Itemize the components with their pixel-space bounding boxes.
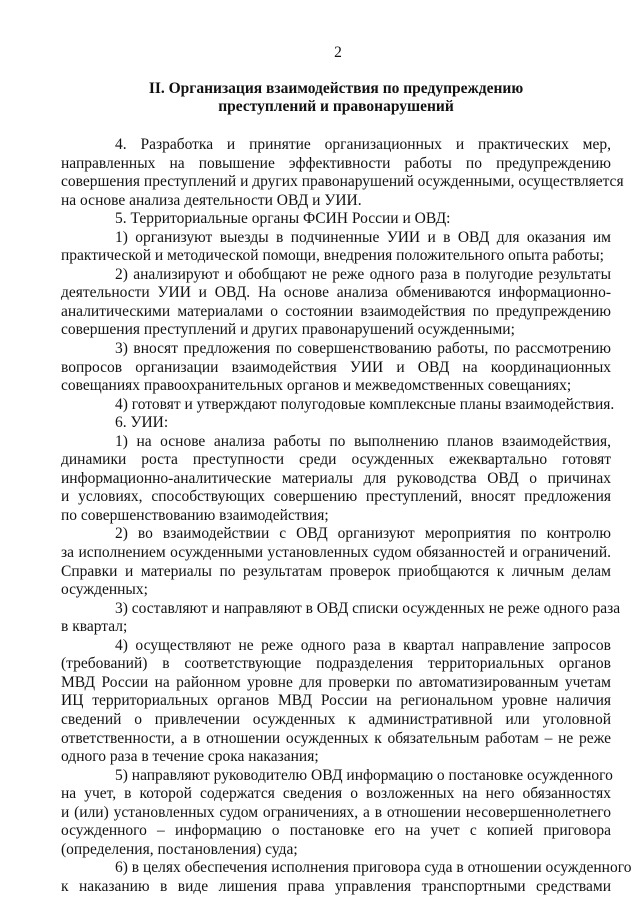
paragraph-line: 5. Территориальные органы ФСИН России и ОВД:: [115, 210, 451, 228]
paragraph: [61, 136, 624, 210]
paragraph-line: деятельности УИИ и ОВД. На основе анализа обмениваются информационно-: [61, 284, 611, 302]
paragraph-line: практической и методической помощи, внедрения положительного опыта работы;: [61, 247, 604, 265]
paragraph-line: ответственности, а в отношении осужденных к обязательным работам – не реже: [61, 729, 611, 747]
section-title-line: преступлений и правонарушений: [218, 98, 454, 115]
paragraph-line: 3) составляют и направляют в ОВД списки осужденных не реже одного раза: [115, 599, 621, 617]
paragraph-line: динамики роста преступности среди осужденных ежеквартально готовят: [61, 451, 611, 469]
paragraph: [61, 266, 611, 340]
paragraph: [61, 767, 611, 860]
paragraph: [61, 859, 632, 896]
paragraph-line: совершения преступлений и других правонарушений осужденными, осуществляется: [61, 173, 624, 191]
paragraph-line: на основе анализа деятельности ОВД и УИИ.: [61, 191, 362, 209]
paragraph-line: сведений о привлечении осужденных к административной или уголовной: [61, 710, 611, 728]
paragraph-line: в квартал;: [61, 618, 128, 636]
paragraph-line: аналитическими материалами о состоянии взаимодействия по предупреждению: [61, 302, 611, 320]
paragraph-line: за исполнением осужденными установленных судом обязанностей и ограничений.: [61, 544, 611, 562]
paragraph-line: 1) на основе анализа работы по выполнению планов взаимодействия,: [115, 432, 611, 450]
paragraph: [61, 210, 611, 229]
paragraph: [61, 340, 611, 396]
paragraph-line: на учет, в которой содержатся сведения о возложенных на него обязанностях: [61, 785, 611, 803]
paragraph-line: к наказанию в виде лишения права управления транспортными средствами: [61, 877, 611, 895]
paragraph: [61, 414, 611, 433]
paragraph-line: осужденных;: [61, 581, 148, 599]
paragraph-line: и (или) установленных судом ограничениях, а в отношении несовершеннолетнего: [61, 803, 611, 821]
paragraph: [61, 433, 611, 526]
paragraph-line: осужденного – информацию о постановке его на учет с копией приговора: [61, 822, 611, 840]
page-number: 2: [334, 44, 342, 61]
paragraph-line: информационно-аналитические материалы для руководства ОВД о причинах: [61, 469, 611, 487]
paragraph-line: направленных на повышение эффективности работы по предупреждению: [61, 154, 611, 172]
section-title: [60, 80, 612, 116]
paragraph: [61, 637, 611, 767]
paragraph-line: 6) в целях обеспечения исполнения приговора суда в отношении осужденного: [115, 859, 632, 877]
paragraph-line: 5) направляют руководителю ОВД информацию о постановке осужденного: [115, 766, 613, 784]
paragraph-line: одного раза в течение срока наказания;: [61, 748, 319, 766]
paragraph-line: 6. УИИ:: [115, 414, 169, 432]
paragraph-line: и условиях, способствующих совершению преступлений, вносят предложения: [61, 488, 611, 506]
paragraph: [61, 599, 621, 637]
paragraph-line: 2) во взаимодействии с ОВД организуют мероприятия по контролю: [115, 525, 611, 543]
paragraph-line: 2) анализируют и обобщают не реже одного раза в полугодие результаты: [115, 265, 611, 283]
paragraph-line: 1) организуют выезды в подчиненные УИИ и в ОВД для оказания им: [115, 228, 611, 246]
paragraph-line: (требований) в соответствующие подразделения территориальных органов: [61, 655, 611, 673]
paragraph: [61, 525, 611, 599]
paragraph: [61, 395, 615, 415]
paragraph-line: (определения, постановления) суда;: [61, 840, 298, 858]
paragraph-line: 4. Разработка и принятие организационных и практических мер,: [115, 136, 611, 153]
paragraph-line: Справки и материалы по результатам проверок приобщаются к личным делам: [61, 562, 611, 580]
paragraph-line: ИЦ территориальных органов МВД России на региональном уровне наличия: [61, 692, 611, 710]
section-title-line: II. Организация взаимодействия по предупреждению: [148, 80, 524, 97]
paragraph-line: 4) осуществляют не реже одного раза в квартал направление запросов: [115, 636, 611, 654]
paragraph: [61, 229, 611, 266]
paragraph-line: МВД России на районном уровне для проверки по автоматизированным учетам: [61, 673, 611, 691]
paragraph-line: 4) готовят и утверждают полугодовые комплексные планы взаимодействия.: [115, 395, 615, 413]
paragraph-line: по совершенствованию взаимодействия;: [61, 506, 329, 524]
paragraph-line: совещаниях правоохранительных органов и межведомственных совещаниях;: [61, 377, 572, 395]
paragraph-line: совершения преступлений и других правонарушений осужденными;: [61, 321, 515, 339]
paragraph-line: вопросов организации взаимодействия УИИ и ОВД на координационных: [61, 358, 611, 376]
document-body: [61, 136, 632, 896]
paragraph-line: 3) вносят предложения по совершенствованию работы, по рассмотрению: [115, 340, 611, 358]
